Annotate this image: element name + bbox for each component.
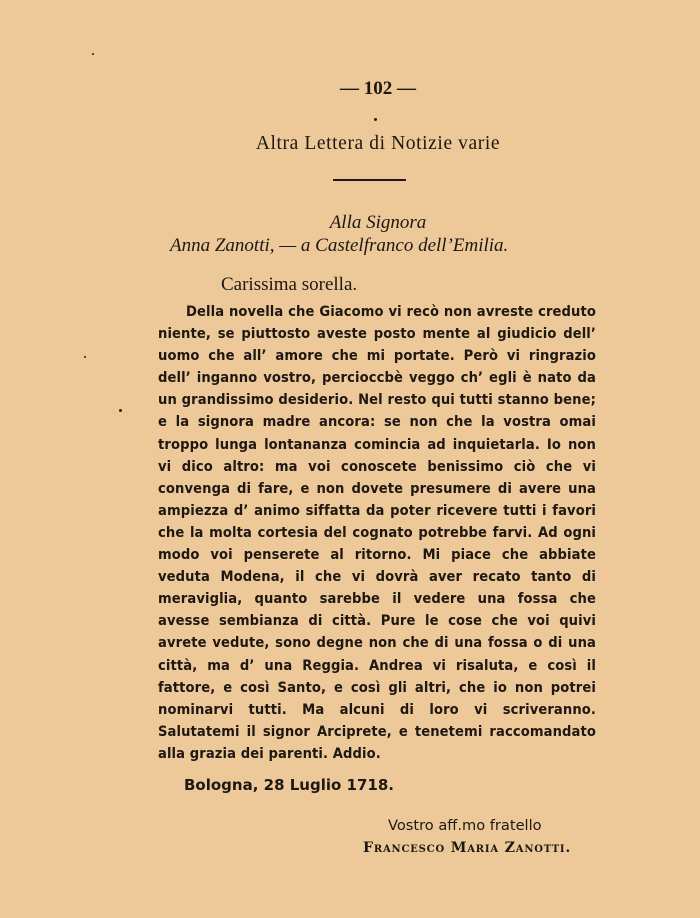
page-number: — 102 — bbox=[340, 78, 416, 99]
ink-speck bbox=[92, 53, 94, 55]
ink-speck bbox=[374, 118, 377, 121]
ink-speck bbox=[119, 409, 122, 412]
separator-rule bbox=[333, 179, 406, 181]
date-line: Bologna, 28 Luglio 1718. bbox=[184, 776, 394, 794]
addressee-line-2: Anna Zanotti, — a Castelfranco dell’Emilia. bbox=[170, 235, 509, 256]
signature: Francesco Maria Zanotti. bbox=[363, 840, 572, 856]
letter-body: Della novella che Giacomo vi recò non avreste creduto niente, se piuttosto aveste posto mente al giudicio dell’ uomo che all’ amore che mi portate. Però vi ringrazio dell’ inganno vostro, percioccbè veggo ch’ egli è nato da un grandissimo desiderio. Nel resto qui tutti stanno bene; e la signora madre ancora: se non che la vostra omai troppo lunga lontananza comincia ad inquietarla. Io non vi dico altro: ma voi conoscete benissimo ciò che vi convenga di fare, e non dovete presumere di avere una ampiezza d’ animo siffatta da poter ricevere tutti i favori che la molta cortesia del cognato potrebbe farvi. Ad ogni modo voi penserete al ritorno. Mi piace che abbiate veduta Modena, il che vi dovrà aver recato tanto di meraviglia, quanto sarebbe il vedere una fossa che avesse sembianza di città. Pure le cose che voi quivi avrete vedute, sono degne non che di una fossa o di una città, ma d’ una Reggia. Andrea vi risaluta, e così il fattore, e così Santo, e così gli altri, che io non potrei nominarvi tutti. Ma alcuni di loro vi scriveranno. Salutatemi il signor Arciprete, e tenetemi raccomandato alla grazia dei parenti. Addio. bbox=[158, 303, 596, 762]
letter-heading: Altra Lettera di Notizie varie bbox=[255, 133, 501, 154]
closing-phrase: Vostro aff.mo fratello bbox=[388, 817, 542, 834]
ink-speck bbox=[84, 356, 86, 358]
salutation: Carissima sorella. bbox=[221, 274, 358, 295]
addressee-line-1: Alla Signora bbox=[329, 212, 427, 233]
